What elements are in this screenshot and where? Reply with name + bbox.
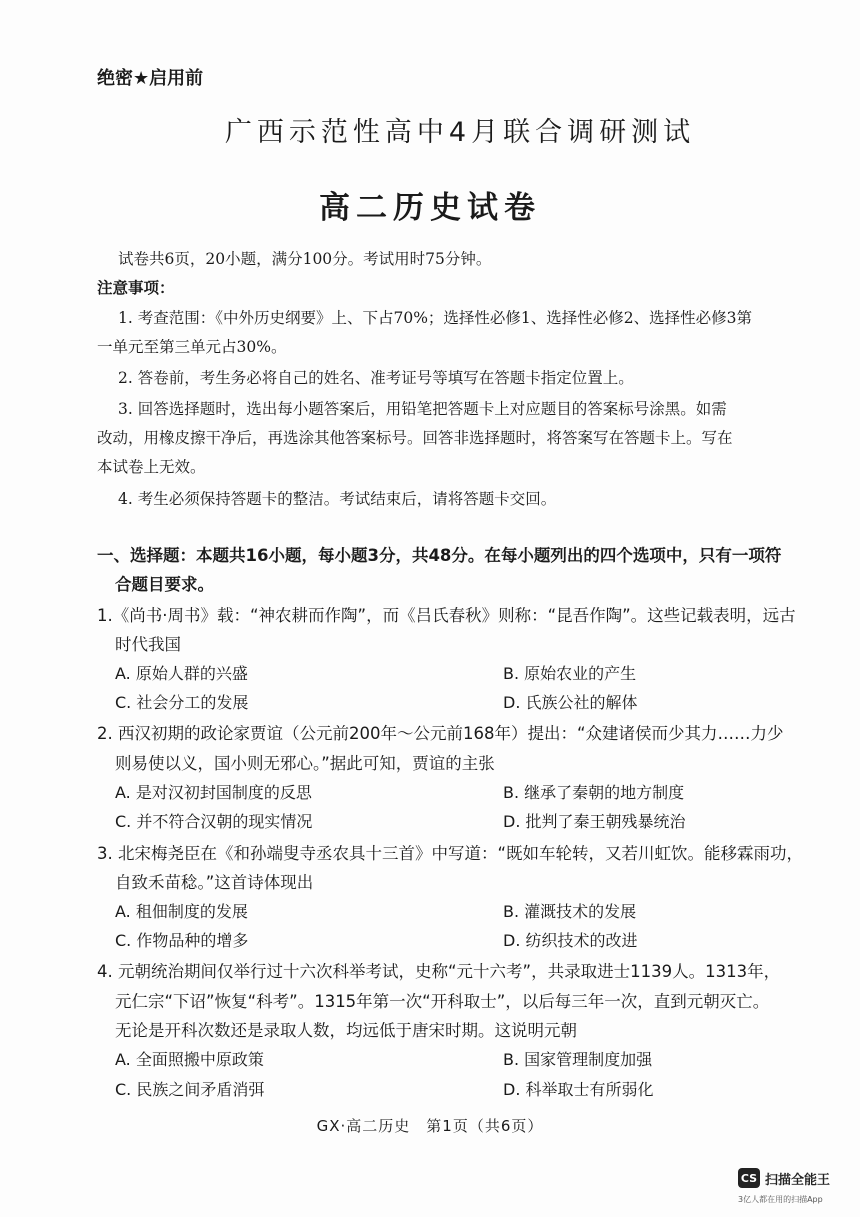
question-2-option-a: A. 是对汉初封国制度的反思 <box>115 783 312 802</box>
question-4-stem: 元仁宗“下诏”恢复“科考”。1315年第一次“开科取士”，以后每三年一次，直到元朝灭亡。 <box>115 992 770 1011</box>
question-2-stem: 则易使以义，国小则无邪心。”据此可知，贾谊的主张 <box>115 754 495 773</box>
question-1-stem: 1.《尚书·周书》载：“神农耕而作陶”，而《吕氏春秋》则称：“昆吾作陶”。这些记载表明，远古 <box>97 606 796 625</box>
question-2-option-d: D. 批判了秦王朝残暴统治 <box>503 812 686 831</box>
question-2-option-b: B. 继承了秦朝的地方制度 <box>503 783 685 802</box>
notice-line: 本试卷上无效。 <box>97 458 206 476</box>
notice-line: 3. 回答选择题时，选出每小题答案后，用铅笔把答题卡上对应题目的答案标号涂黑。如需 <box>118 400 727 418</box>
notice-line: 2. 答卷前，考生务必将自己的姓名、准考证号等填写在答题卡指定位置上。 <box>118 369 634 387</box>
question-2-option-c: C. 并不符合汉朝的现实情况 <box>115 812 313 831</box>
question-4-option-c: C. 民族之间矛盾消弭 <box>115 1080 265 1099</box>
question-3-option-b: B. 灌溉技术的发展 <box>503 902 637 921</box>
exam-intro: 试卷共6页，20小题，满分100分。考试用时75分钟。 <box>118 250 492 268</box>
question-1-stem: 时代我国 <box>115 635 181 654</box>
notice-line: 4. 考生必须保持答题卡的整洁。考试结束后，请将答题卡交回。 <box>118 490 557 508</box>
exam-title: 广西示范性高中4月联合调研测试 <box>224 117 696 148</box>
question-1-option-a: A. 原始人群的兴盛 <box>115 664 248 683</box>
section-heading: 合题目要求。 <box>115 575 214 594</box>
question-4-option-a: A. 全面照搬中原政策 <box>115 1050 264 1069</box>
question-1-option-b: B. 原始农业的产生 <box>503 664 637 683</box>
notice-heading: 注意事项： <box>97 279 175 297</box>
notice-line: 1. 考查范围：《中外历史纲要》上、下占70%；选择性必修1、选择性必修2、选择性必修3第 <box>118 309 753 327</box>
question-4-stem: 4. 元朝统治期间仅举行过十六次科举考试，史称“元十六考”，共录取进士1139人。1313年， <box>97 962 781 981</box>
question-3-option-d: D. 纺织技术的改进 <box>503 931 638 950</box>
notice-line: 改动，用橡皮擦干净后，再选涂其他答案标号。回答非选择题时，将答案写在答题卡上。写在 <box>97 429 733 447</box>
question-3-option-c: C. 作物品种的增多 <box>115 931 249 950</box>
question-4-option-d: D. 科举取士有所弱化 <box>503 1080 654 1099</box>
watermark-tagline: 3亿人都在用的扫描App <box>738 1195 823 1204</box>
section-heading: 一、选择题：本题共16小题，每小题3分，共48分。在每小题列出的四个选项中，只有一项符 <box>97 546 782 565</box>
question-2-stem: 2. 西汉初期的政论家贾谊（公元前200年～公元前168年）提出：“众建诸侯而少其力……力少 <box>97 724 784 743</box>
question-1-option-c: C. 社会分工的发展 <box>115 693 249 712</box>
question-3-stem: 自致禾苗稔。”这首诗体现出 <box>115 873 314 892</box>
watermark-app-name: 扫描全能王 <box>765 1172 831 1188</box>
notice-line: 一单元至第三单元占30%。 <box>97 338 287 356</box>
question-4-stem: 无论是开科次数还是录取人数，均远低于唐宋时期。这说明元朝 <box>115 1021 577 1040</box>
camscanner-logo-icon: CS <box>738 1168 760 1188</box>
question-4-option-b: B. 国家管理制度加强 <box>503 1050 653 1069</box>
exam-subtitle: 高二历史试卷 <box>319 190 541 226</box>
confidential-label: 绝密★启用前 <box>97 68 204 89</box>
scanner-watermark <box>738 1168 830 1188</box>
question-1-option-d: D. 氏族公社的解体 <box>503 693 638 712</box>
question-3-stem: 3. 北宋梅尧臣在《和孙端叟寺丞农具十三首》中写道：“既如车轮转，又若川虹饮。能移霖雨功， <box>97 844 804 863</box>
page-footer: GX·高二历史 第1页（共6页） <box>316 1117 544 1135</box>
question-3-option-a: A. 租佃制度的发展 <box>115 902 248 921</box>
